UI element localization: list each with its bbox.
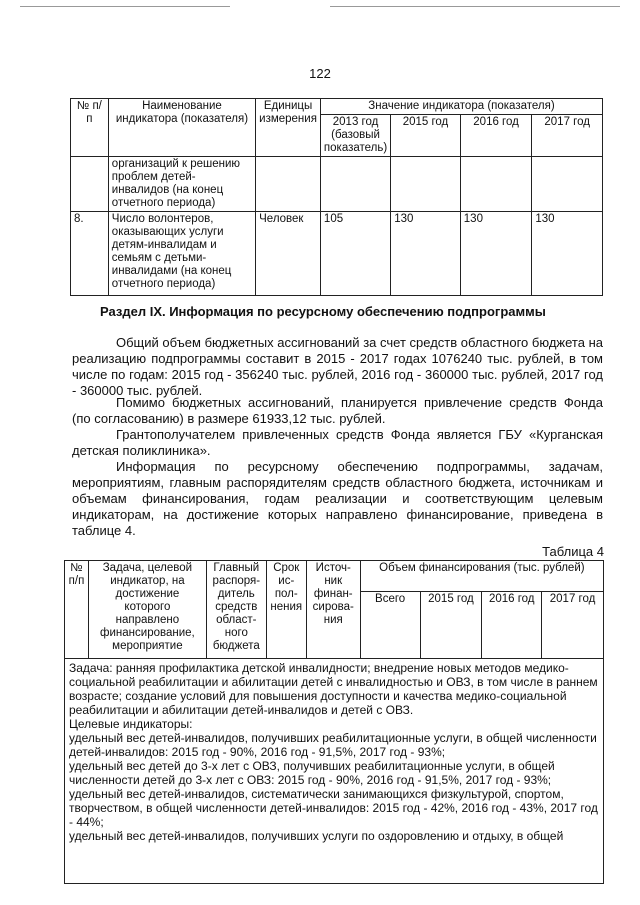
t1-header-2016: 2016 год [460,115,532,157]
section-heading: Раздел IX. Информация по ресурсному обеспечению подпрограммы [100,304,546,319]
task-text: Задача: ранняя профилактика детской инвалидности; внедрение новых методов медико-социальной реабилитации и абилитации детей с инвалидностью и ОВЗ, в том числе в раннем возрасте; создание условий для повышения доступности и качества медико-социальной реабилитации и абилитации детей-инвалидов и детей с ОВЗ. [69,661,598,717]
t2-header-volume: Объем финансирования (тыс. рублей) [360,561,603,592]
t2-header-task: Задача, целевой индикатор, на достижение которого направлено финансирование, мероприятие [88,561,206,659]
page-number: 122 [309,66,331,81]
t1-cell: организаций к решению проблем детей-инвалидов (на конец отчетного периода) [108,157,255,212]
indicator-table [70,98,603,296]
t2-header-2016: 2016 год [482,592,542,659]
indicator-item: удельный вес детей-инвалидов, систематически занимающихся физкультурой, спортом, творчеством, в общей численности детей-инвалидов: 2015 год - 42%, 2016 год - 43%, 2017 год - 44%; [69,787,598,829]
t1-cell: 8. [71,212,109,296]
table-row [71,212,603,296]
table-caption: Таблица 4 [542,544,604,559]
paragraph-info: Информация по ресурсному обеспечению подпрограммы, задачам, мероприятиям, главным распорядителям средств областного бюджета, источникам и объемам финансирования, годам реализации и соответствующим целевым индикаторам, на достижение которых направлено финансирование, приведена в таблице 4. [72,459,603,538]
indicator-item: удельный вес детей-инвалидов, получивших реабилитационные услуги, в общей численности детей-инвалидов: 2015 год - 90%, 2016 год - 91,5%, 2017 год - 93%; [69,731,597,759]
financing-table [64,560,604,884]
table-row [65,659,604,884]
t1-cell [71,157,109,212]
t2-header-num: № п/п [65,561,89,659]
t1-cell: 105 [320,212,390,296]
t2-task-cell [65,659,604,884]
indicators-title: Целевые индикаторы: [69,717,193,731]
t2-header-2017: 2017 год [542,592,604,659]
scan-edge-right [330,6,620,7]
t1-cell: 130 [391,212,461,296]
t1-header-2015: 2015 год [391,115,461,157]
t2-header-2015: 2015 год [420,592,482,659]
t2-header-manager: Главный распоря-дитель средств област-ного бюджета [206,561,266,659]
scan-edge-left [20,6,230,7]
paragraph-grantee: Грантополучателем привлеченных средств Фонда является ГБУ «Курганская детская поликлиника». [72,427,603,458]
t1-cell [532,157,603,212]
t1-header-2017: 2017 год [532,115,603,157]
t1-cell: 130 [460,212,532,296]
t2-header-source: Источ-ник финан-сирова-ния [306,561,360,659]
t1-header-name: Наименование индикатора (показателя) [108,99,255,157]
t1-cell: Число волонтеров, оказывающих услуги детям-инвалидам и семьям с детьми-инвалидами (на конец отчетного периода) [108,212,255,296]
indicator-item: удельный вес детей-инвалидов, получивших услуги по оздоровлению и отдыху, в общей [69,829,564,843]
paragraph-fund: Помимо бюджетных ассигнований, планируется привлечение средств Фонда (по согласованию) в размере 61933,12 тыс. рублей. [72,395,603,426]
indicator-item: удельный вес детей до 3-х лет с ОВЗ, получивших реабилитационные услуги, в общей численности детей до 3-х лет с ОВЗ: 2015 год - 90%, 2016 год - 91,5%, 2017 год - 93%; [69,759,555,787]
t1-header-2013: 2013 год (базовый показатель) [320,115,390,157]
t1-cell [391,157,461,212]
t1-cell [460,157,532,212]
t2-header-total: Всего [360,592,420,659]
t1-cell: 130 [532,212,603,296]
paragraph-budget: Общий объем бюджетных ассигнований за счет средств областного бюджета на реализацию подпрограммы составит в 2015 - 2017 годах 1076240 тыс. рублей, в том числе по годам: 2015 год - 356240 тыс. рублей, 2016 год - 360000 тыс. рублей, 2017 год - 360000 тыс. рублей. [72,335,603,398]
t1-cell [320,157,390,212]
t1-header-units: Единицы измерения [256,99,321,157]
t1-header-values: Значение индикатора (показателя) [320,99,602,115]
t1-cell: Человек [256,212,321,296]
t2-header-term: Срок ис-пол-нения [266,561,306,659]
t1-header-num: № п/п [71,99,109,157]
table-row [71,157,603,212]
t1-cell [256,157,321,212]
